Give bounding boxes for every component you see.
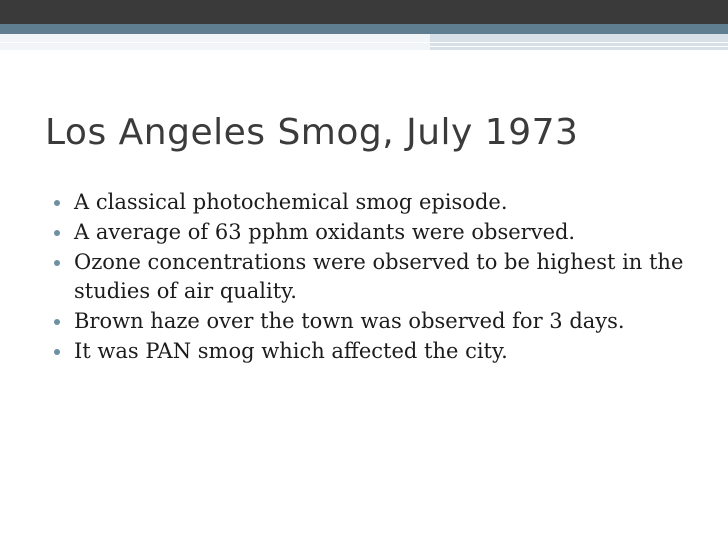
- bullet-list: [52, 188, 692, 367]
- bullet-text: Ozone concentrations were observed to be highest in the studies of air quality.: [74, 250, 684, 303]
- header-band-dark: [0, 0, 728, 24]
- bullet-dot-icon: [54, 260, 60, 266]
- header-divider-line: [0, 42, 728, 43]
- bullet-text: Brown haze over the town was observed for 3 days.: [74, 309, 625, 333]
- bullet-text: A classical photochemical smog episode.: [74, 190, 508, 214]
- slide-title: Los Angeles Smog, July 1973: [45, 112, 579, 153]
- bullet-item: [52, 248, 692, 306]
- bullet-dot-icon: [54, 230, 60, 236]
- bullet-item: [52, 218, 692, 247]
- bullet-item: [52, 188, 692, 217]
- bullet-text: It was PAN smog which affected the city.: [74, 339, 508, 363]
- bullet-item: [52, 307, 692, 336]
- bullet-item: [52, 337, 692, 366]
- header-band-accent: [0, 24, 728, 34]
- bullet-dot-icon: [54, 200, 60, 206]
- bullet-dot-icon: [54, 319, 60, 325]
- bullet-text: A average of 63 pphm oxidants were observed.: [74, 220, 576, 244]
- bullet-dot-icon: [54, 349, 60, 355]
- header-tab-line: [430, 46, 728, 47]
